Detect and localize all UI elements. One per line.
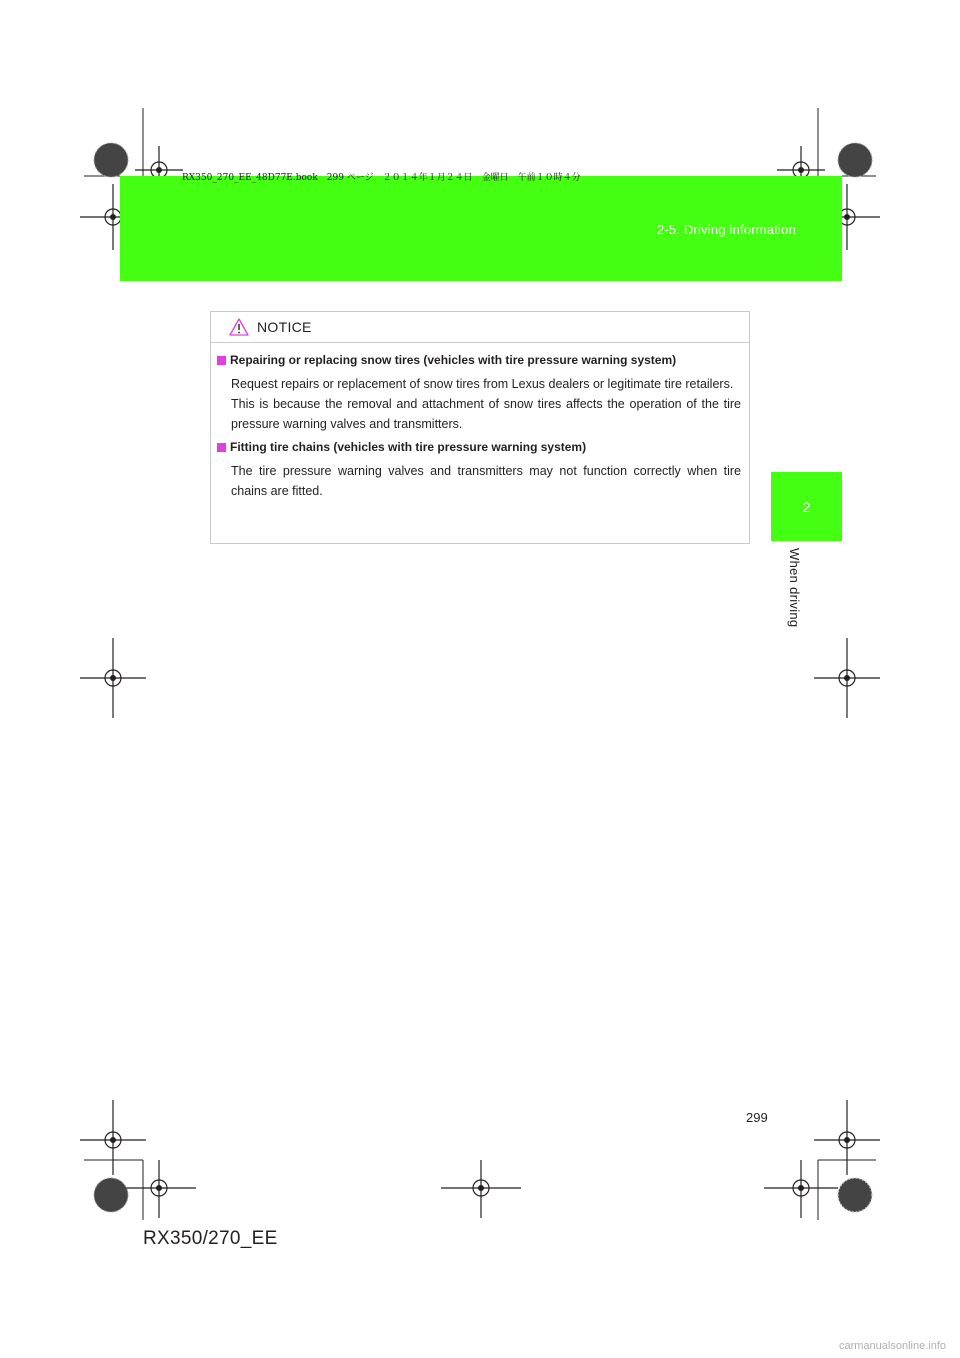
section-title: 2-5. Driving information (656, 222, 796, 237)
warning-triangle-icon (229, 318, 249, 336)
crosshair-target-icon (80, 146, 880, 1218)
notice-paragraph (217, 461, 741, 501)
chapter-number: 2 (802, 498, 811, 515)
notice-item-heading (217, 353, 741, 367)
bullet-square-icon (217, 443, 226, 452)
footer-watermark[interactable]: carmanualsonline.info (838, 1340, 946, 1352)
notice-paragraph (217, 374, 741, 434)
chapter-tab (771, 472, 842, 541)
page-number: 299 (746, 1110, 768, 1125)
model-code: RX350/270_EE (143, 1228, 278, 1249)
registration-wheel-icon (94, 143, 872, 1212)
chapter-label: When driving (787, 548, 802, 628)
bullet-square-icon (217, 356, 226, 365)
notice-body (211, 343, 749, 501)
notice-title: NOTICE (257, 319, 312, 335)
heading-text: Fitting tire chains (vehicles with tire pressure warning system) (230, 440, 587, 454)
paragraph-line: The tire pressure warning valves and transmitters may not function correctly when tire chains are fitted. (231, 464, 741, 498)
notice-box (210, 311, 750, 544)
header-band (120, 176, 842, 281)
notice-item-heading (217, 440, 741, 454)
paragraph-line: Request repairs or replacement of snow tires from Lexus dealers or legitimate tire retailers. (231, 377, 734, 391)
heading-text: Repairing or replacing snow tires (vehicles with tire pressure warning system) (230, 353, 677, 367)
notice-header (211, 312, 749, 343)
paragraph-line: This is because the removal and attachment of snow tires affects the operation of the tire pressure warning valves and transmitters. (231, 397, 741, 431)
print-info: RX350_270_EE_48D77E.book 299 ページ ２０１４年１月２４日 金曜日 午前１０時４分 (182, 173, 581, 183)
